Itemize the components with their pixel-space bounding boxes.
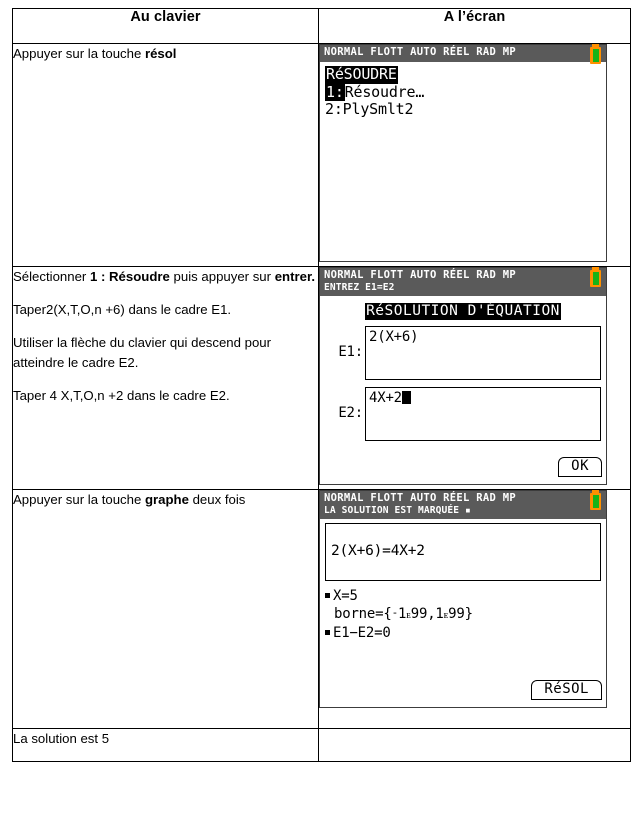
instr2-menu-choice: 1 : Résoudre xyxy=(89,269,170,284)
menu-title-line xyxy=(325,66,601,84)
result-body xyxy=(320,519,606,703)
result-line-diff xyxy=(325,624,601,643)
instruction-text-2b: Taper2(X,T,O,n +6) dans le cadre E1. xyxy=(13,302,232,318)
e2-input[interactable] xyxy=(365,387,601,441)
calculator-screen-editor xyxy=(319,267,607,485)
text-cursor xyxy=(402,391,411,404)
resol-softkey-button[interactable]: RéSOL xyxy=(531,680,602,700)
editor-body xyxy=(320,296,606,480)
result-equation-box xyxy=(325,523,601,581)
table-row xyxy=(13,44,631,267)
header-a-l-ecran: A l’écran xyxy=(319,9,631,44)
instruction-text-2d: Taper 4 X,T,O,n +2 dans le cadre E2. xyxy=(13,388,230,404)
table-row xyxy=(13,729,631,762)
instruction-cell-3 xyxy=(13,490,319,729)
menu-item-1-label: Résoudre… xyxy=(344,82,425,101)
instr1-pre: Appuyer sur la touche xyxy=(13,46,145,61)
editor-title-line xyxy=(325,303,601,320)
equation-row-e1 xyxy=(325,326,601,380)
instr2-pre: Sélectionner xyxy=(13,269,90,284)
status-line-2: ENTREZ E1=E2 xyxy=(324,281,395,293)
menu-title: RéSOUDRE xyxy=(326,65,397,83)
table-row xyxy=(13,490,631,729)
instr1-key: résol xyxy=(144,46,177,61)
editor-title: RéSOLUTION D'ÉQUATION xyxy=(366,302,560,319)
bullet-icon xyxy=(325,630,330,635)
calculator-screen-result xyxy=(319,490,607,708)
status-line-1: NORMAL FLOTT AUTO RÉEL RAD MP xyxy=(324,492,517,504)
borne-pre: borne={ xyxy=(334,606,392,623)
calculator-guide-table xyxy=(12,8,631,762)
status-line-1: NORMAL FLOTT AUTO RÉEL RAD MP xyxy=(324,46,517,58)
status-line-1: NORMAL FLOTT AUTO RÉEL RAD MP xyxy=(324,269,517,281)
screen-cell-2 xyxy=(319,267,631,490)
instr2-mid: puis appuyer sur xyxy=(169,269,275,284)
borne-b: 99,1 xyxy=(410,606,444,623)
instruction-text-3 xyxy=(13,490,318,510)
status-bar-result xyxy=(320,491,606,519)
bullet-icon xyxy=(325,593,330,598)
borne-a: 1 xyxy=(398,606,407,623)
status-bar-menu xyxy=(320,45,606,62)
e2-label: E2: xyxy=(338,405,363,422)
instruction-cell-2 xyxy=(13,267,319,490)
menu-body xyxy=(320,62,606,256)
ok-softkey-button[interactable]: OK xyxy=(558,457,602,477)
instr3-pre: Appuyer sur la touche xyxy=(13,492,145,507)
result-diff-value: E1−E2=0 xyxy=(333,625,391,641)
borne-e1: ᴇ xyxy=(406,609,411,622)
conclusion-screen-cell-empty xyxy=(319,729,631,762)
conclusion-text: La solution est 5 xyxy=(13,731,110,746)
borne-c: 99} xyxy=(448,606,473,623)
borne-e2: ᴇ xyxy=(443,609,449,622)
table-row xyxy=(13,267,631,490)
battery-icon xyxy=(590,493,601,510)
result-line-borne xyxy=(325,605,601,624)
equation-row-e2 xyxy=(325,387,601,441)
battery-icon xyxy=(590,270,601,287)
e2-value: 4X+2 xyxy=(369,389,402,406)
instruction-text-2a xyxy=(13,267,318,287)
instr2-key-entrer: entrer. xyxy=(274,269,316,284)
status-bar-editor xyxy=(320,268,606,296)
borne-neg: - xyxy=(391,606,399,620)
e1-input[interactable]: 2(X+6) xyxy=(365,326,601,380)
table-header-row xyxy=(13,9,631,44)
instruction-text-1 xyxy=(13,44,318,64)
screen-cell-1 xyxy=(319,44,631,267)
result-line-x xyxy=(325,587,601,606)
instr3-key: graphe xyxy=(144,492,189,507)
result-x-value: X=5 xyxy=(333,587,358,604)
status-line-2: LA SOLUTION EST MARQUÉE ▪ xyxy=(324,504,471,516)
e1-label: E1: xyxy=(338,344,363,361)
screen-cell-3 xyxy=(319,490,631,729)
menu-item-1[interactable] xyxy=(325,84,601,102)
result-equation: 2(X+6)=4X+2 xyxy=(331,542,425,559)
menu-item-1-number: 1: xyxy=(326,82,344,101)
header-au-clavier: Au clavier xyxy=(13,9,319,44)
instruction-text-2c: Utiliser la flèche du clavier qui descend pour atteindre le cadre E2. xyxy=(13,335,272,371)
calculator-screen-menu xyxy=(319,44,607,262)
menu-item-2[interactable]: 2:PlySmlt2 xyxy=(325,100,414,119)
instr3-post: deux fois xyxy=(188,492,246,507)
result-lines xyxy=(325,587,601,643)
instruction-cell-1 xyxy=(13,44,319,267)
conclusion-cell xyxy=(13,729,319,762)
